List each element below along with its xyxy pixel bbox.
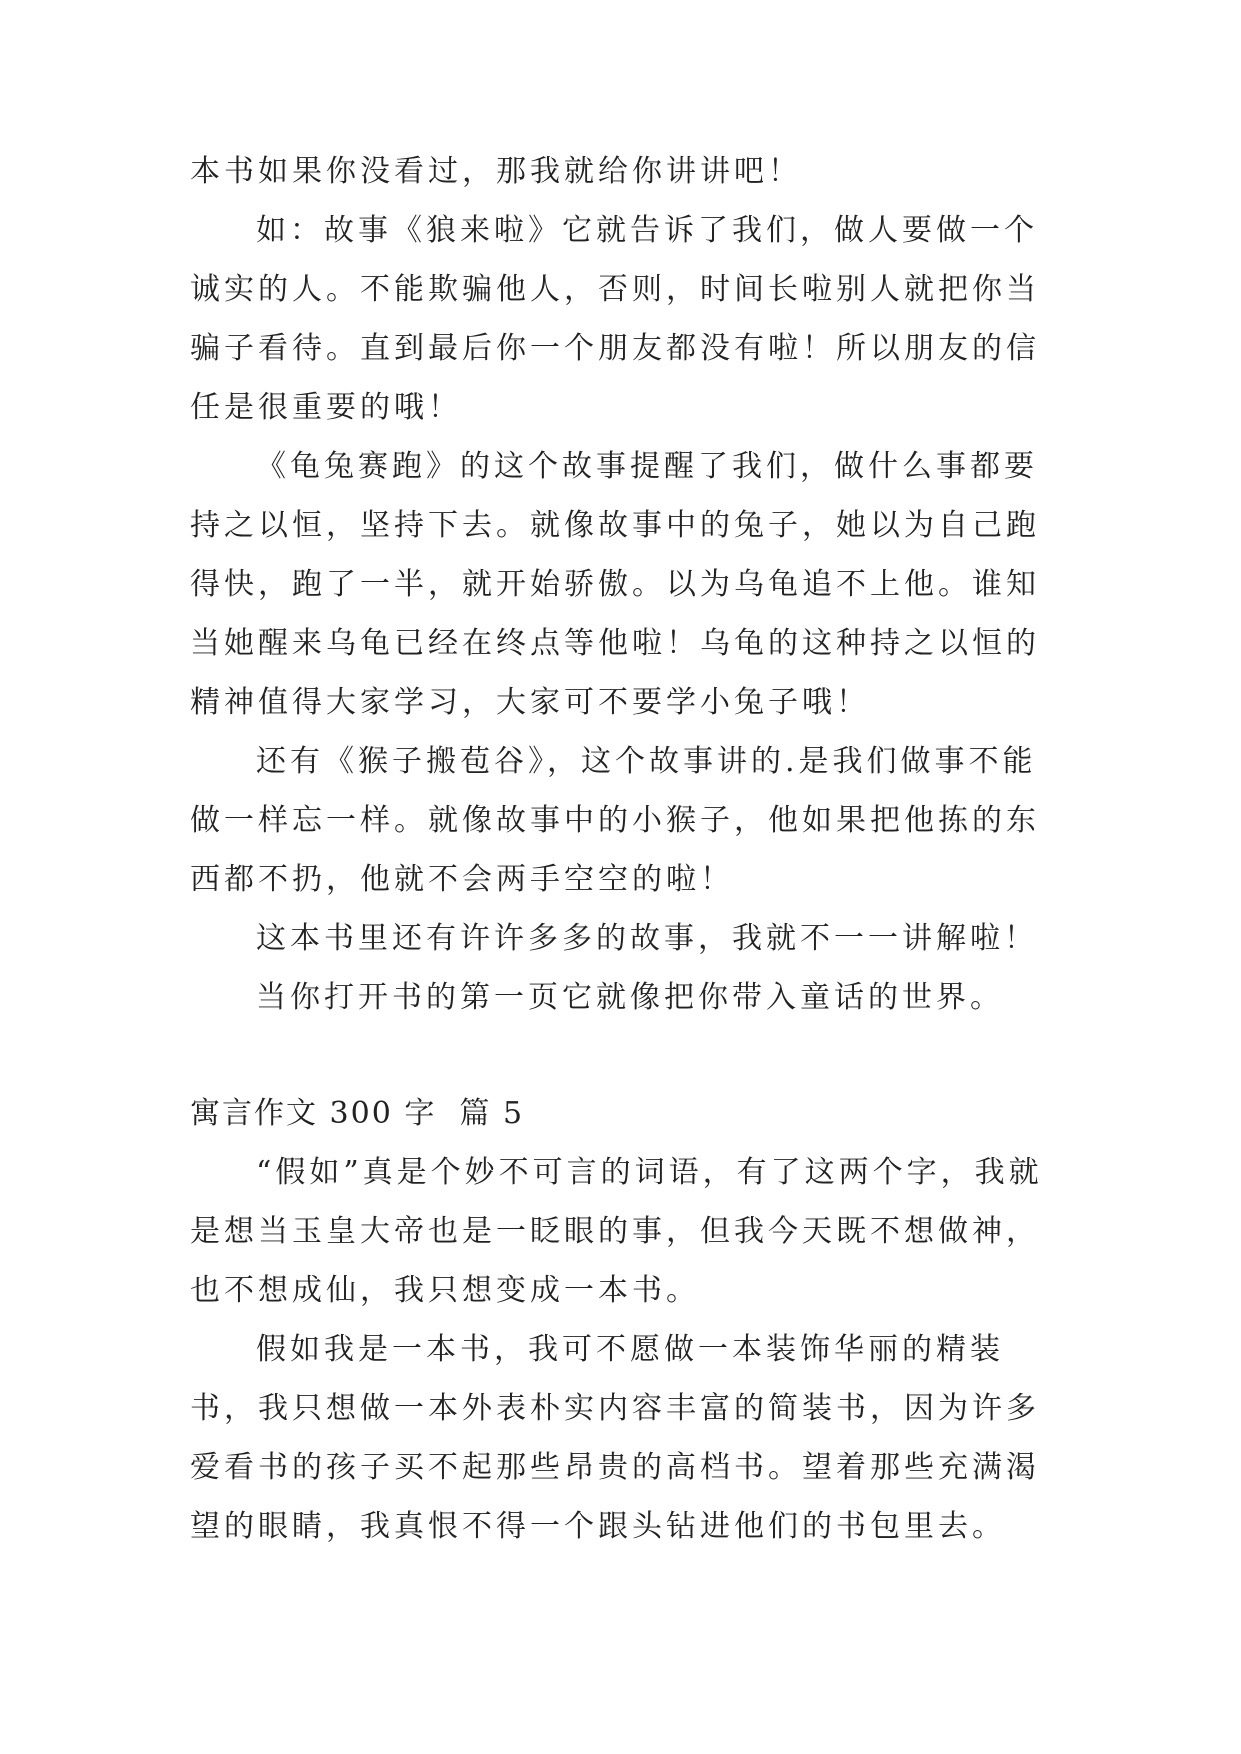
paragraph-monkey-corn: 还有《猴子搬苞谷》，这个故事讲的.是我们做事不能做一样忘一样。就像故事中的小猴子，他如果把他拣的东西都不扔，他就不会两手空空的啦！ xyxy=(190,744,1040,897)
paragraph-tortoise-hare: 《龟兔赛跑》的这个故事提醒了我们，做什么事都要持之以恒，坚持下去。就像故事中的兔子，她以为自己跑得快，跑了一半，就开始骄傲。以为乌龟追不上他。谁知当她醒来乌龟已经在终点等他啦！乌龟的这种持之以恒的精神值得大家学习，大家可不要学小兔子哦！ xyxy=(190,449,1040,720)
paragraph-fairy-world: 当你打开书的第一页它就像把你带入童话的世界。 xyxy=(256,980,1004,1015)
paragraph-if-i-were: “假如”真是个妙不可言的词语，有了这两个字，我就是想当玉皇大帝也是一眨眼的事，但我今天既不想做神，也不想成仙，我只想变成一本书。 xyxy=(190,1155,1043,1308)
paragraph-many-stories: 这本书里还有许许多多的故事，我就不一一讲解啦！ xyxy=(256,921,1038,956)
story-review-section xyxy=(190,142,1050,1027)
paragraph-intro-line: 本书如果你没看过，那我就给你讲讲吧！ xyxy=(190,154,802,189)
paragraph-wolf-story: 如：故事《狼来啦》它就告诉了我们，做人要做一个诚实的人。不能欺骗他人，否则，时间长啦别人就把你当骗子看待。直到最后你一个朋友都没有啦！所以朋友的信任是很重要的哦！ xyxy=(190,213,1040,425)
essay-section xyxy=(190,1084,1050,1556)
paragraph-simple-book: 假如我是一本书，我可不愿做一本装饰华丽的精装书，我只想做一本外表朴实内容丰富的简装书，因为许多爱看书的孩子买不起那些昂贵的高档书。望着那些充满渴望的眼睛，我真恨不得一个跟头钻进他们的书包里去。 xyxy=(190,1332,1040,1544)
section-heading: 寓言作文 300 字 篇 5 xyxy=(190,1096,525,1131)
